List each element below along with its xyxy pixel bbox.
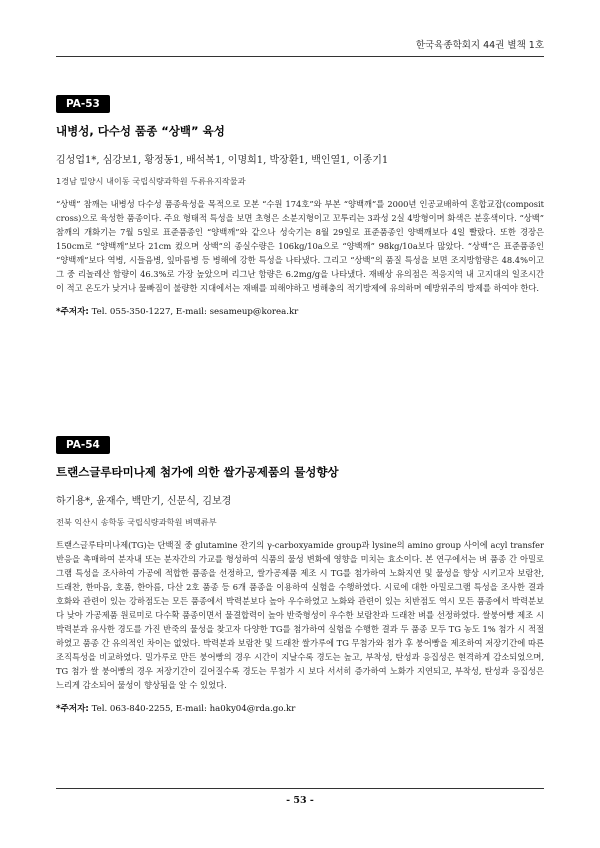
page-number: - 53 - (56, 788, 544, 806)
abstract-body: “상백” 참깨는 내병성 다수성 품종육성을 목적으로 모본 “수원 174호”와 부본 “양백깨”를 2000년 인공교배하여 혼합교잡(composit cross)으로 육성한 품종이다. 주요 형태적 특성을 보면 초형은 소분지형이고 꼬투리는 3과성 2실 4방형이며 화색은 분홍색이다. “상백” 참깨의 개화기는 7월 5일로 표준품종인 “양백깨”와 같으나 성숙기는 8월 29일로 표준품종인 양백깨보다 4일 빨랐다. 또한 경장은 150cm로 “양백깨”보다 21cm 컸으며 상백”의 종실수량은 106kg/10a으로 “양백깨” 98kg/10a보다 많았다. “상백”은 표준품종인 “양백깨”보다 역병, 시들음병, 잎마름병 등 병해에 강한 특성을 나타냈다. 그리고 “상백”의 품질 특성을 보면 조지방함량은 48.4%이고 그 중 리놀레산 함량이 46.3%로 가장 높았으며 리그난 함량은 6.2mg/g을 나타냈다. 재배상 유의점은 적응지역 내 고지대의 일조시간이 적고 온도가 낮거나 물빠짐이 불량한 지대에서는 재배를 피해야하고 병해충의 적기방제에 유의하며 예방위주의 방제를 하여야 한다. (56, 199, 544, 293)
affiliation: 1경남 밀양시 내이동 국립식량과학원 두류유지작물과 (56, 176, 246, 186)
affiliation: 전북 익산시 송학동 국립식량과학원 벼맥류부 (56, 517, 217, 527)
journal-name: 한국육종학회지 44권 별책 1호 (415, 40, 544, 51)
contact-label: *주저자: (56, 307, 89, 317)
abstract-pa-54 (56, 433, 544, 714)
author-list: 하기용*, 윤재수, 백만기, 신문식, 김보경 (56, 496, 232, 507)
corresponding-author (56, 702, 544, 714)
abstract-id-badge: PA-54 (56, 436, 110, 454)
corresponding-author (56, 305, 544, 317)
abstract-body: 트랜스글루타미나제(TG)는 단백질 중 glutamine 잔기의 γ-carboxyamide group과 lysine의 amino group 사이에 acyl transfer 반응을 촉매하여 분자내 또는 분자간의 가교를 형성하여 식품의 물성 변화에 영향을 미치는 효소이다. 본 연구에서는 벼 품종 간 아밀로그램 특성을 조사하여 가공에 적합한 품종을 선정하고, 쌀가공제품 제조 시 TG를 첨가하여 노화지연 및 물성을 향상 시키고자 보람찬, 드래찬, 한마음, 호품, 한아름, 다산 2호 품종 등 6개 품종을 이용하여 실험을 수행하였다. 시료에 대한 아밀로그램 특성을 조사한 결과 호화와 관련이 있는 강하점도는 모든 품종에서 박력분보다 높아 우수하였고 노화와 관련이 있는 치반점도 역시 모든 품종에서 박력분보다 낮아 가공제품 원료미로 다수확 품종이면서 물결합력이 높아 반죽형성이 우수한 보람찬과 드래찬 벼를 선정하였다. 쌀붕어빵 제조 시 박력분과 유사한 경도를 가진 반죽의 물성을 찾고자 다양한 TG를 첨가하여 실험을 수행한 결과 두 품종 모두 TG 농도 1% 첨가 시 적절하였고 품종 간 유의적인 차이는 없었다. 박력분과 보람찬 및 드래찬 쌀가루에 TG 무첨가와 첨가 후 붕어빵을 제조하여 저장기간에 따른 조직특성을 비교하였다. 밀가루로 만든 붕어빵의 경우 시간이 지날수록 경도는 높고, 부착성, 탄성과 응집성은 현격하게 감소되었으며, TG 첨가 쌀 붕어빵의 경우 저장기간이 길어질수록 경도는 무첨가 시 보다 서서히 증가하여 노화가 지연되고, 부착성, 탄성과 응집성은 느리게 감소되어 물성이 향상됨을 알 수 있었다. (56, 540, 544, 690)
contact-label: *주저자: (56, 704, 89, 714)
abstract-title: 내병성, 다수성 품종 “상백” 육성 (56, 124, 225, 138)
contact-info: Tel. 063-840-2255, E-mail: ha0ky04@rda.go.kr (88, 704, 296, 714)
abstract-pa-53 (56, 92, 544, 317)
author-list: 김성업1*, 심강보1, 황정동1, 배석복1, 이명희1, 박장환1, 백인열1, 이종기1 (56, 155, 389, 166)
contact-info: Tel. 055-350-1227, E-mail: sesameup@korea.kr (88, 307, 299, 317)
abstract-id-badge: PA-53 (56, 95, 110, 113)
running-header (56, 30, 544, 57)
abstract-title: 트랜스글루타미나제 첨가에 의한 쌀가공제품의 물성향상 (56, 465, 339, 479)
